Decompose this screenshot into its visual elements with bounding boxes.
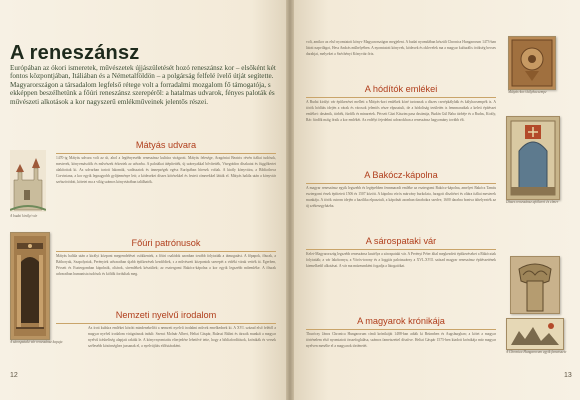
section-heading-bakocz: A Bakócz-kápolna <box>364 170 438 180</box>
section-heading-fouri: Főúri patrónusok <box>131 238 201 248</box>
section-divider <box>306 329 496 330</box>
castle-illustration <box>10 150 46 212</box>
caption-door-frame: Díszes reneszánsz ajtókeret és címer <box>506 200 559 204</box>
gate-illustration <box>10 232 50 340</box>
section-heading-nemzeti: Nemzeti nyelvű irodalom <box>115 310 217 320</box>
section-divider <box>56 153 276 154</box>
section-divider <box>306 183 496 184</box>
section-divider <box>56 251 276 252</box>
section-text-kronika: Thuróczy János Chronica Hungarorum című krónikáját 1488-ban adták ki Brünnben és Augsburgban; a kötet a magyar történelem első nyomtatott összefoglalása, számos fametszettel díszítve. Heltai Gáspár 1575-ben kiadott krónikája már magyar nyelven mesélte el a magyarok történetét. <box>306 332 496 348</box>
section-text-sarospatak: Kelet-Magyarország legszebb reneszánsz kastélya a sárospataki vár. A Perényi Péter által megkezdett építkezéseket a Rákócziak folytatták; a vár lakótornya, a Vörös-torony és a loggiás palotaszárny a XVI–XVII. század magyar reneszánsz építészetének kiemelkedő alkotásai. A vár ma múzeumként fogadja a látogatókat. <box>306 252 496 268</box>
caption-stove-tile: Mátyás-kori kályhacsempe <box>508 90 547 94</box>
book-gutter <box>286 0 294 400</box>
section-divider <box>306 97 496 98</box>
woodcut-image <box>506 318 564 350</box>
section-heading-hoditok: A hódítók emlékei <box>364 84 438 94</box>
left-page <box>0 0 286 400</box>
right-top-text: volt, amikor az első nyomtatott könyv Magyarországon megjelent. A budai nyomdában készült Chronica Hungarorum 1473-ban látott napvilágot, Hess András műhelyében. A nyomtatott könyvek, kódexek és oklevelek ma a magyar kulturális örökség becses darabjai, melyeket a Széchényi Könyvtár őriz. <box>306 40 496 56</box>
section-text-bakocz: A magyar reneszánsz egyik legszebb és legépebben fennmaradt emléke az esztergomi Bakócz-kápolna, amelyet Bakócz Tamás esztergomi érsek építtetett 1506 és 1507 között. A kápolna vörös márvány burkolata, faragott díszítései és oltára itáliai mesterek munkája. A török ostrom idején a bazilika elpusztult, a kápolnát azonban darabokra szedve, 1600 darabra bontva áthelyezték az új székesegyházba. <box>306 186 496 208</box>
intro-paragraph: Európában az ókori ismeretek, művészetek újjászületését hozó reneszánsz kor – elsőként két fontos központjában, Itáliában és a Németalföldön – a polgárság felfelé ívelő útját segítette. Magyarországon a társadalom legfelső rétege volt a forradalmi mozgalom fő támogatója, s ekképpen beszélhetünk a főúri reneszánsz szerepéről: a hatalmas udvarok, fényes paloták és művészeti alkotások a kor nagyszerű emlékműveinek jelentős részei. <box>10 64 276 106</box>
stove-tile-image <box>508 36 556 90</box>
section-text-fouri: Mátyás halála után a királyi központ megrendelései csökkentek, a főúri családok azonban tovább folytatták a támogatást. A főpapok, főurak, a Báthoryak, Szapolyaiak, Perényiek udvaraiban újabb építkezések kezdődtek, s a művészeti központok szerepét a vidéki várak vették át. Egerben, Pécsett és Esztergomban kápolnák, oltárok, síremlékek készültek; az esztergomi Bakócz-kápolna a kor egyik legszebb műemléke. A főurak udvaraiban humanista tudósok és költők fordultak meg. <box>56 254 276 276</box>
caption-woodcut: A Chronica Hungarorum egyik fametszete <box>506 350 567 354</box>
section-heading-sarospatak: A sárospataki vár <box>365 236 437 246</box>
capital-carving-image <box>510 256 560 314</box>
section-text-nemzeti: Az írott kultúra emlékei között mindenekelőtt a nemzeti nyelvű irodalmi művek emelkednek ki. A XVI. század első felétől a magyar nyelvű irodalom virágzásnak indult: Szenci Molnár Albert, Heltai Gáspár, Balassi Bálint és társaik munkái a magyar nyelvű írásbeliség alapjait rakták le. A könyvnyomtatás elterjedése lehetővé tette, hogy a bibliafordítások, krónikák és versek szélesebb közönséghez jussanak el, a nyelvújítás előfutáraként. <box>88 326 276 348</box>
door-frame-image <box>506 116 560 200</box>
page-number-left: 12 <box>10 372 18 379</box>
caption-gate: A sárospataki vár reneszánsz kapuja <box>10 340 63 344</box>
section-heading-matyas: Mátyás udvara <box>135 140 197 150</box>
section-text-hoditok: A Budai királyi vár építkezései mellett a Mátyás-kori emlékek közé tartoznak a díszes cserépkályhák és kályhacsempék is. A török hódítás idején a várak és városok jelentős része elpusztult, de a hódoltság területén is fennmaradtak a keleti építészet emlékei: dzsámik, türbék, fürdők és minaretek. Pécsett Gázi Kászim pasa dzsámija, Budán Gül Baba türbéje és a Rudas, Király, Rác fürdők máig őrzik a kor emlékét. Az erdélyi fejedelmi udvarokban a reneszánsz hagyomány tovább élt. <box>306 100 496 122</box>
caption-castle: A budai királyi vár <box>10 214 38 218</box>
right-page <box>294 0 580 400</box>
section-divider <box>56 323 276 324</box>
page-number-right: 13 <box>564 372 572 379</box>
section-text-matyas: 1470-ig Mátyás udvara volt az út, ahol a legfényesebb reneszánsz kultúra virágzott. Mátyás felesége, Aragóniai Beatrix révén itáliai tudósok, mesterek, könyvmásolók és művészek érkeztek az udvarba. A palotákat átépítették, új szárnyakkal bővítették, Visegrádon díszkutat és függőkertet alakítottak ki. Az udvarban tartott lakomák, vadászatok és ünnepségek egész Európában híresek voltak. A király könyvtára, a Bibliotheca Corviniana, a kor egyik legnagyobb gyűjteménye lett; a kódexeket díszes kötésekkel és festett címerekkel látták el. Mátyás halála után a könyvtár szétszóródott, kötetei ma a világ számos könyvtárában találhatók. <box>56 156 276 184</box>
section-heading-kronika: A magyarok krónikája <box>357 316 445 326</box>
page-title: A reneszánsz <box>10 42 140 64</box>
section-divider <box>306 249 496 250</box>
